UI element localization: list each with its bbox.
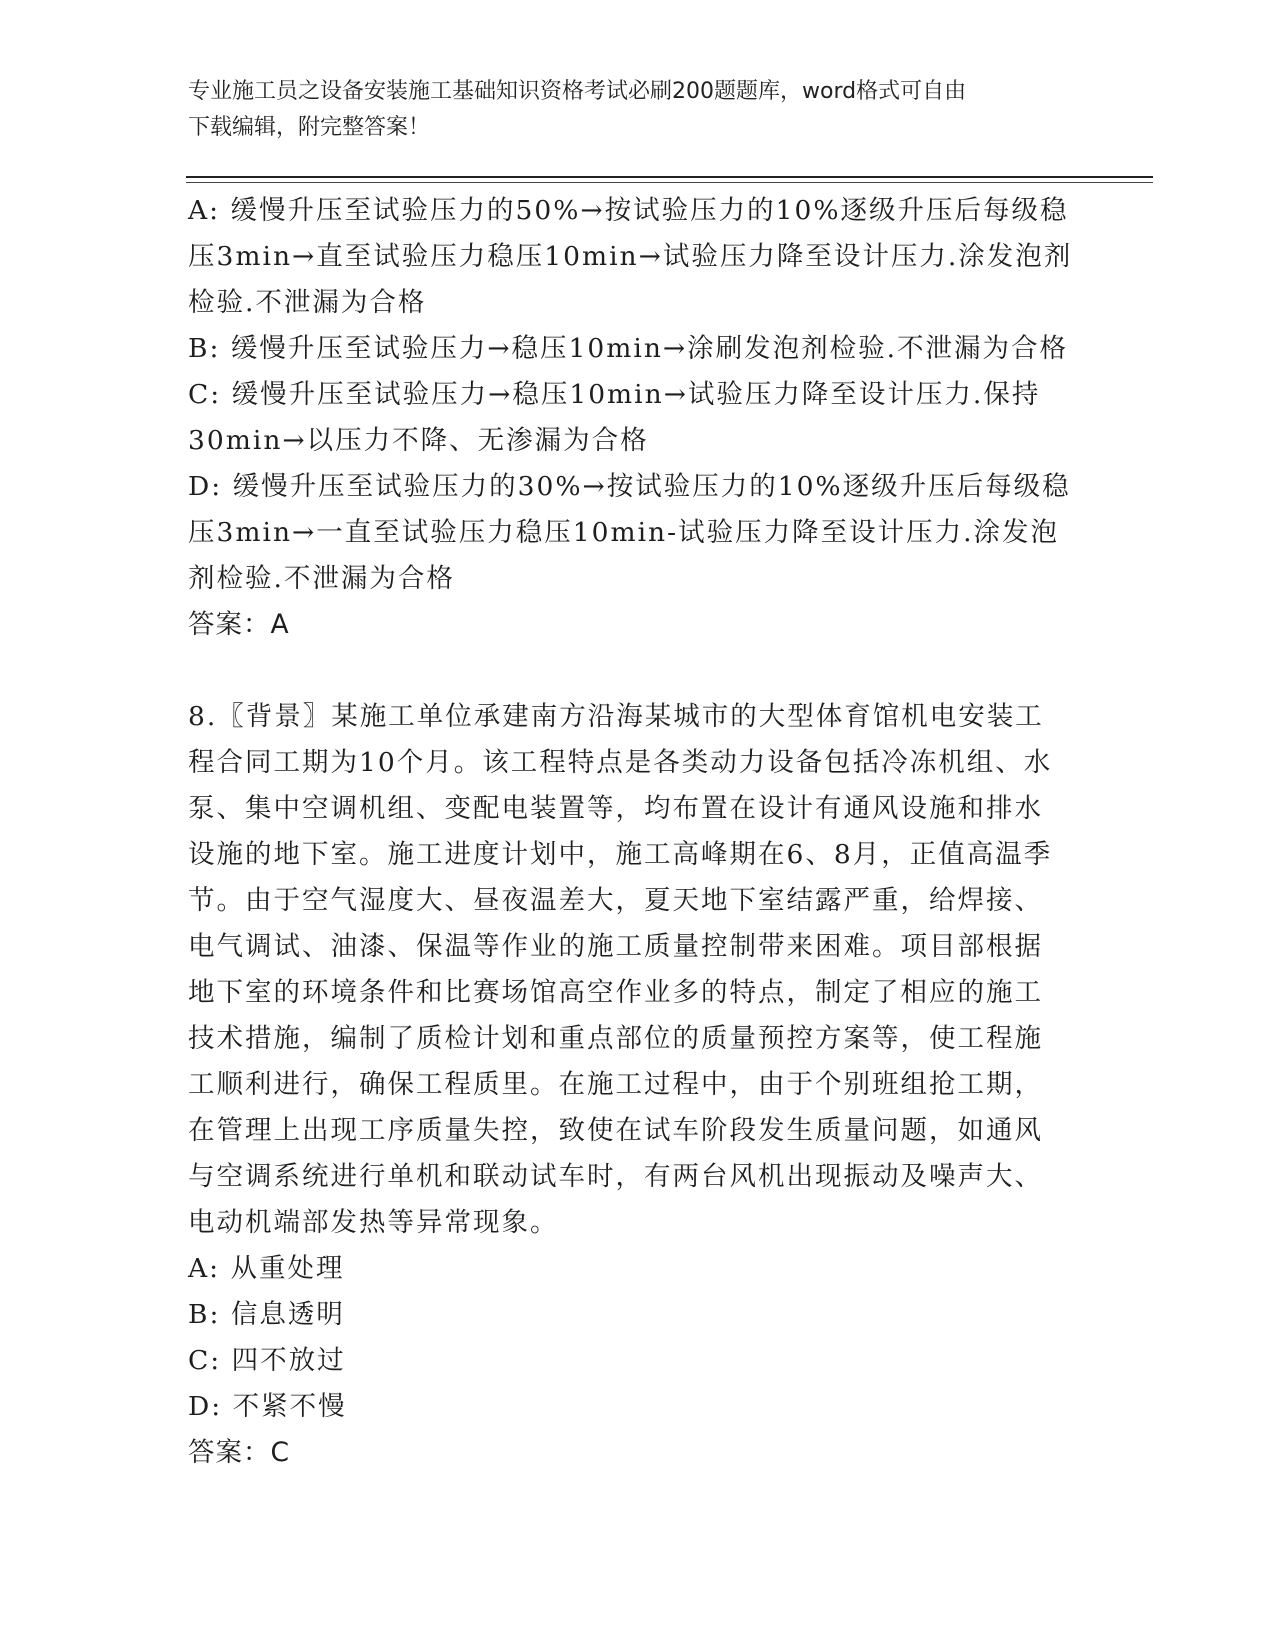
option-line: 压3min→直至试验压力稳压10min→试验压力降至设计压力.涂发泡剂 xyxy=(188,241,1073,272)
stem-line: 泵、集中空调机组、变配电装置等，均布置在设计有通风设施和排水 xyxy=(188,793,1043,824)
stem-line: 程合同工期为10个月。该工程特点是各类动力设备包括冷冻机组、水 xyxy=(188,747,1053,778)
stem-line: 工顺利进行，确保工程质里。在施工过程中，由于个别班组抢工期， xyxy=(188,1069,1043,1100)
question-7 xyxy=(188,188,1088,648)
stem-line: 在管理上出现工序质量失控，致使在试车阶段发生质量问题，如通风 xyxy=(188,1115,1043,1146)
option-b xyxy=(188,326,1088,372)
option-d: D: 不紧不慢 xyxy=(188,1391,347,1422)
stem-line: 节。由于空气湿度大、昼夜温差大，夏天地下室结露严重，给焊接、 xyxy=(188,885,1043,916)
header-line: 专业施工员之设备安装施工基础知识资格考试必刷200题题库，word格式可自由 xyxy=(188,79,967,104)
question-stem xyxy=(188,694,1088,1246)
option-line: B: 缓慢升压至试验压力→稳压10min→涂刷发泡剂检验.不泄漏为合格 xyxy=(188,333,1069,364)
stem-line: 电气调试、油漆、保温等作业的施工质量控制带来困难。项目部根据 xyxy=(188,931,1043,962)
option-d xyxy=(188,464,1088,602)
option-line: 检验.不泄漏为合格 xyxy=(188,287,427,318)
document-header xyxy=(188,74,1068,146)
option-line: 剂检验.不泄漏为合格 xyxy=(188,563,455,594)
option-line: A: 缓慢升压至试验压力的50%→按试验压力的10%逐级升压后每级稳 xyxy=(188,195,1069,226)
header-divider-thick xyxy=(186,176,1153,178)
option-line: C: 缓慢升压至试验压力→稳压10min→试验压力降至设计压力.保持 xyxy=(188,379,1041,410)
stem-line: 与空调系统进行单机和联动试车时，有两台风机出现振动及噪声大、 xyxy=(188,1161,1043,1192)
answer-label: 答案：A xyxy=(188,609,290,640)
option-b: B: 信息透明 xyxy=(188,1299,345,1330)
answer-label: 答案：C xyxy=(188,1437,291,1468)
option-a: A: 从重处理 xyxy=(188,1253,345,1284)
question-8 xyxy=(188,694,1088,1476)
stem-line: 地下室的环境条件和比赛场馆高空作业多的特点，制定了相应的施工 xyxy=(188,977,1043,1008)
header-divider-thin xyxy=(186,182,1153,183)
stem-line: 技术措施，编制了质检计划和重点部位的质量预控方案等，使工程施 xyxy=(188,1023,1043,1054)
header-line: 下载编辑，附完整答案！ xyxy=(188,115,431,140)
option-a xyxy=(188,188,1088,326)
option-line: D: 缓慢升压至试验压力的30%→按试验压力的10%逐级升压后每级稳 xyxy=(188,471,1071,502)
option-line: 30min→以压力不降、无渗漏为合格 xyxy=(188,425,649,456)
option-line: 压3min→一直至试验压力稳压10min-试验压力降至设计压力.涂发泡 xyxy=(188,517,1060,548)
question-spacer xyxy=(188,648,1088,694)
stem-line: 设施的地下室。施工进度计划中，施工高峰期在6、8月，正值高温季 xyxy=(188,839,1053,870)
stem-line: 电动机端部发热等异常现象。 xyxy=(188,1207,559,1238)
document-body xyxy=(188,188,1088,1476)
stem-line: 8.〖背景〗某施工单位承建南方沿海某城市的大型体育馆机电安装工 xyxy=(188,701,1044,732)
option-c: C: 四不放过 xyxy=(188,1345,346,1376)
option-c xyxy=(188,372,1088,464)
